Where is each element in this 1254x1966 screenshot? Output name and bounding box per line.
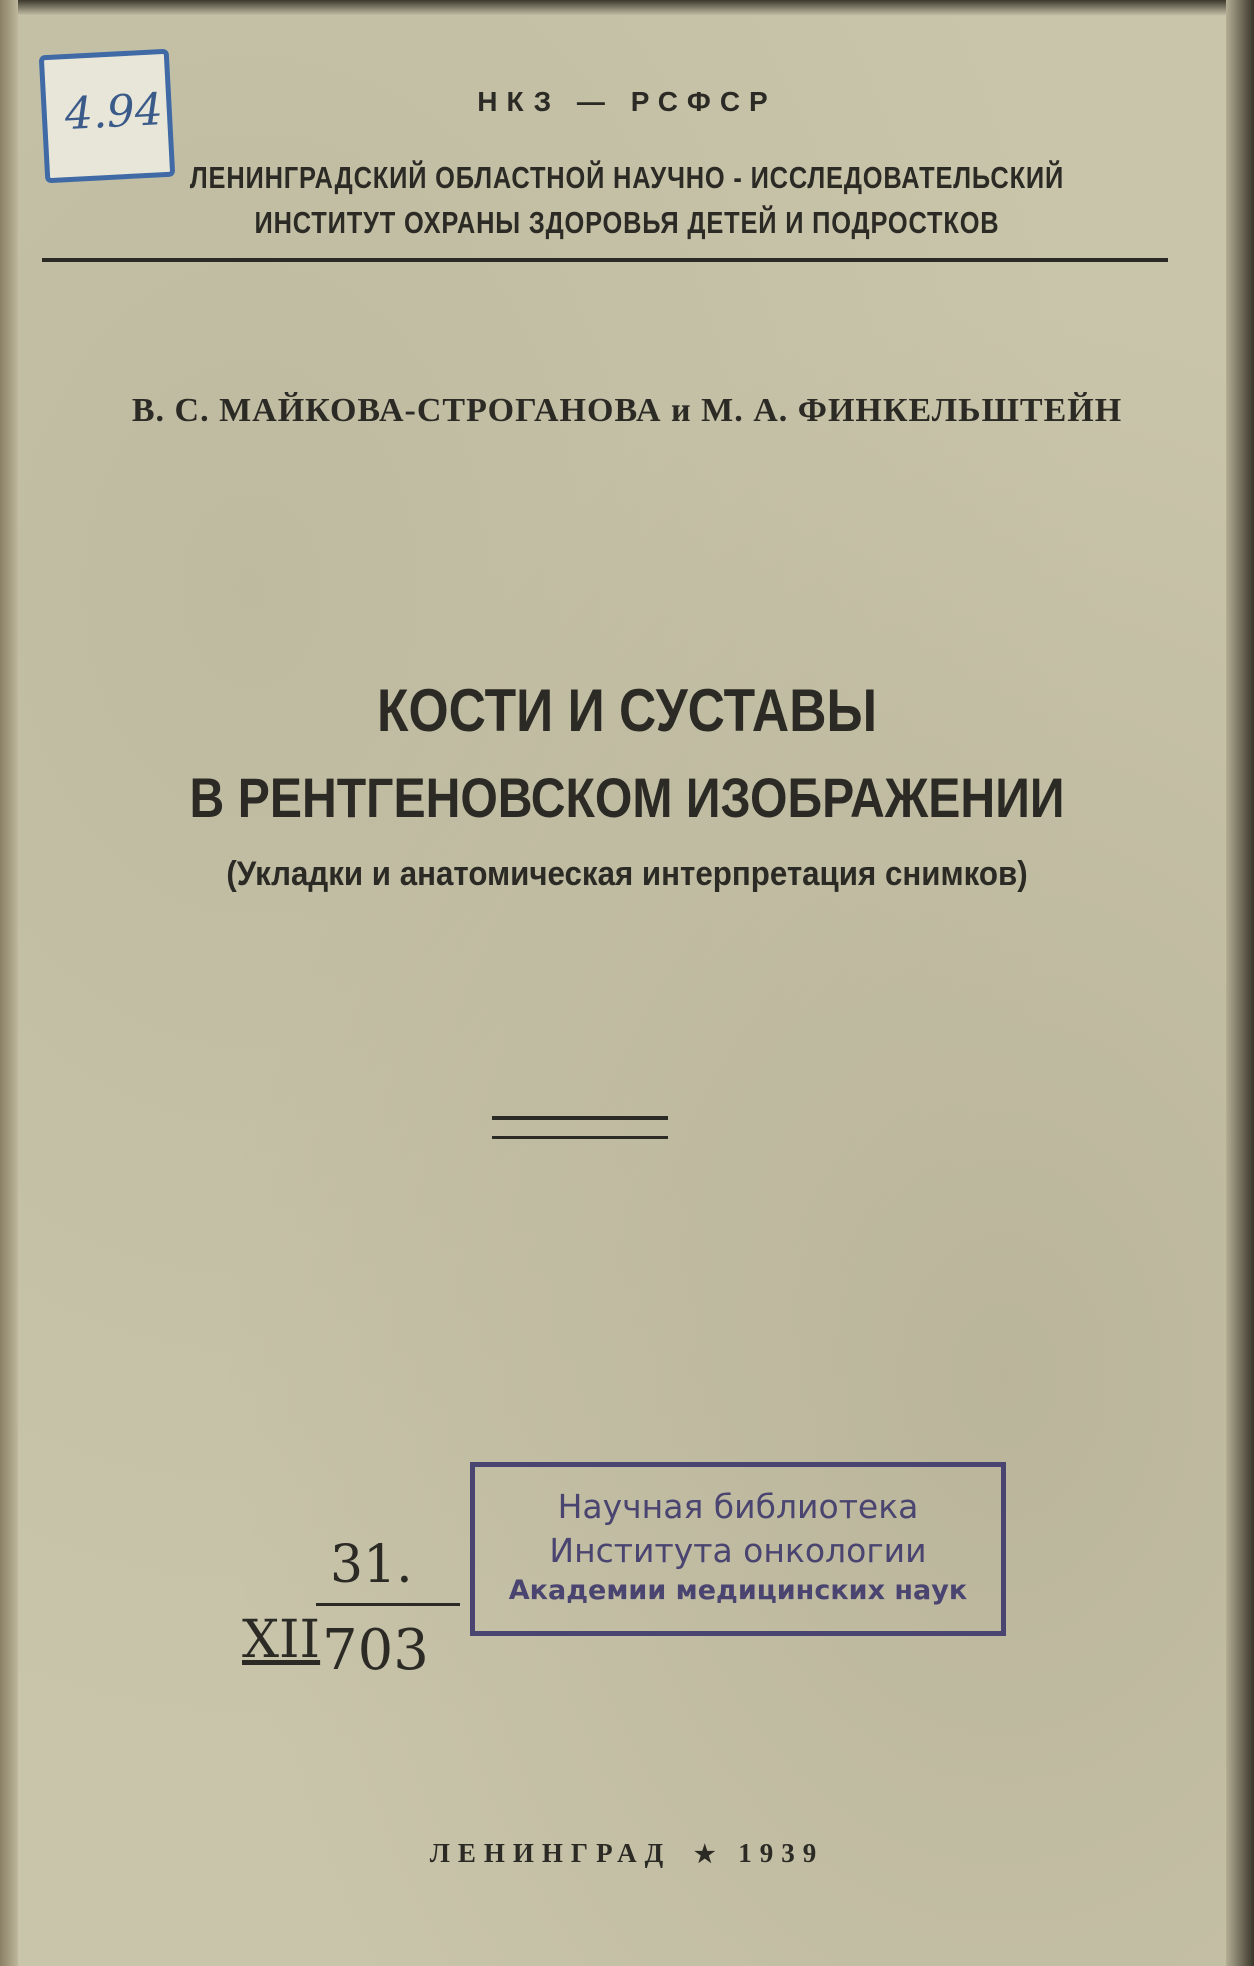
shelfmark-bottom: 703 bbox=[322, 1618, 429, 1683]
shelfmark-fraction-line bbox=[316, 1603, 460, 1606]
title-line-1: КОСТИ И СУСТАВЫ bbox=[377, 677, 877, 744]
authors: В. С. МАЙКОВА-СТРОГАНОВА и М. А. ФИНКЕЛЬШТЕЙН bbox=[131, 392, 1123, 429]
imprint bbox=[0, 1838, 1254, 1869]
ornament-rule-lower bbox=[492, 1136, 668, 1139]
stamp-line-1: Научная библиотека bbox=[557, 1487, 919, 1526]
institute-line-2: ИНСТИТУТ ОХРАНЫ ЗДОРОВЬЯ ДЕТЕЙ И ПОДРОСТКОВ bbox=[254, 205, 1000, 240]
ornament-rule-upper bbox=[492, 1116, 668, 1120]
library-stamp bbox=[470, 1462, 1006, 1636]
shelfmark-roman: XII bbox=[242, 1610, 321, 1670]
subtitle: (Укладки и анатомическая интерпретация снимков) bbox=[226, 855, 1028, 893]
cover-left-edge bbox=[0, 0, 18, 1966]
ministry-heading: НКЗ — РСФСР bbox=[477, 86, 777, 117]
cover-top-edge bbox=[0, 0, 1254, 16]
title-line-2: В РЕНТГЕНОВСКОМ ИЗОБРАЖЕНИИ bbox=[189, 766, 1065, 829]
header-divider bbox=[42, 258, 1168, 262]
imprint-year: 1939 bbox=[738, 1838, 825, 1868]
stamp-line-2: Института онкологии bbox=[549, 1531, 927, 1570]
star-icon: ★ bbox=[693, 1842, 716, 1868]
institute-line-1: ЛЕНИНГРАДСКИЙ ОБЛАСТНОЙ НАУЧНО - ИССЛЕДОВАТЕЛЬСКИЙ bbox=[189, 160, 1065, 195]
shelfmark-top: 31. bbox=[330, 1535, 413, 1595]
library-label-number: 4.94 bbox=[63, 84, 165, 141]
stamp-line-3: Академии медицинских наук bbox=[508, 1575, 968, 1606]
imprint-city: ЛЕНИНГРАД bbox=[429, 1838, 672, 1868]
cover-right-edge bbox=[1226, 0, 1254, 1966]
